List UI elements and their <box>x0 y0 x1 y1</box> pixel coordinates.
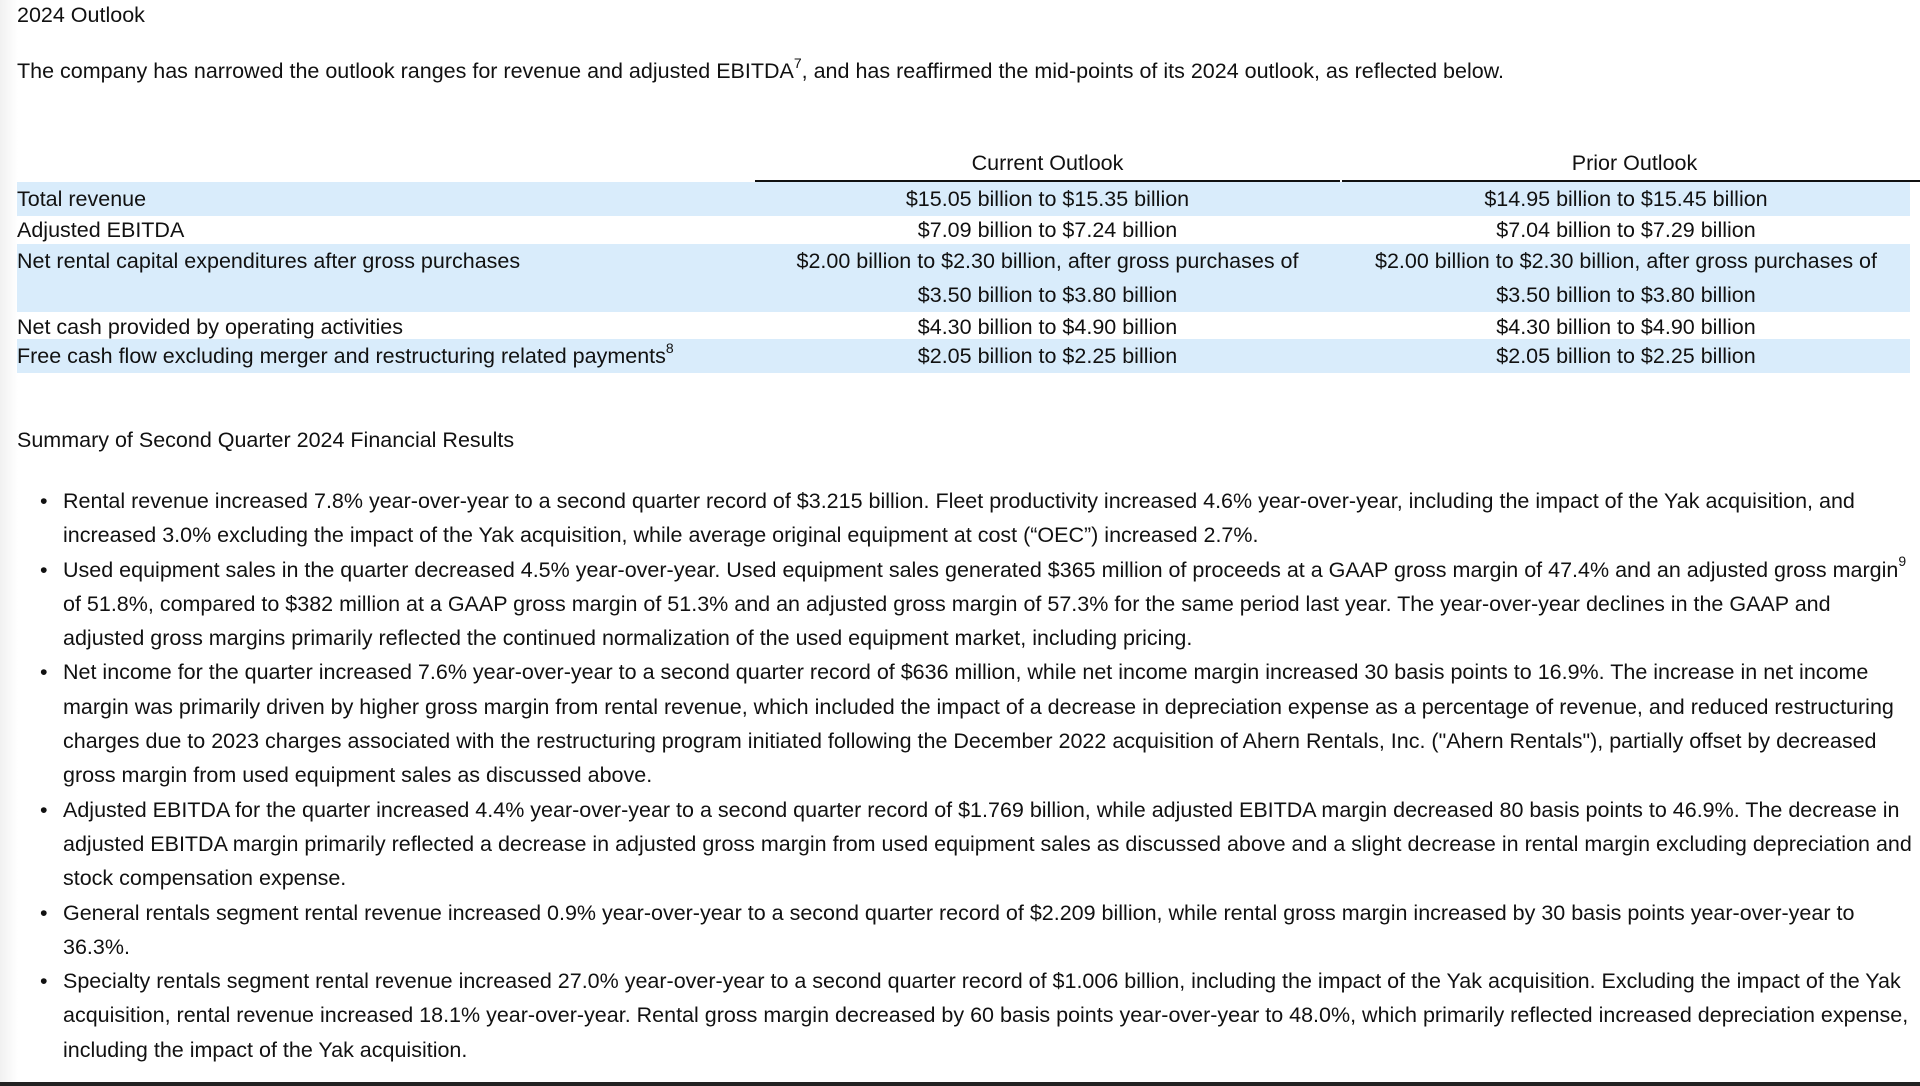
row-label-text: Free cash flow excluding merger and restructuring related payments <box>17 344 666 368</box>
list-item-text: General rentals segment rental revenue increased 0.9% year-over-year to a second quarter record of $2.209 billion, while rental gross margin increased by 30 basis points year-over-year to 36.3%. <box>63 900 1855 959</box>
outlook-heading: 2024 Outlook <box>17 3 145 27</box>
current-outlook-value-line2: $3.50 billion to $3.80 billion <box>917 283 1178 307</box>
bottom-divider <box>0 1082 1920 1086</box>
list-item-text: Adjusted EBITDA for the quarter increased 4.4% year-over-year to a second quarter record of $1.769 billion, while adjusted EBITDA margin decreased 80 basis points to 46.9%. The decrease in adjusted EBITDA margin primarily reflected a decrease in adjusted gross margin from used equipment sales as discussed above and a slight decrease in rental margin excluding depreciation and stock compensation expense. <box>63 797 1912 891</box>
list-item-net-income <box>0 655 1920 792</box>
list-item-adjusted-ebitda <box>0 793 1920 896</box>
current-outlook-value: $7.09 billion to $7.24 billion <box>917 218 1178 242</box>
bullet-icon: • <box>40 900 48 925</box>
current-outlook-value: $2.05 billion to $2.25 billion <box>917 344 1178 368</box>
footnote-ref-7: 7 <box>793 54 802 71</box>
table-row-adjusted-ebitda <box>17 216 1910 244</box>
column-header-prior-outlook: Prior Outlook <box>1342 148 1920 182</box>
summary-heading: Summary of Second Quarter 2024 Financial Results <box>17 428 515 452</box>
current-outlook-value: $15.05 billion to $15.35 billion <box>905 187 1190 211</box>
column-header-current-outlook: Current Outlook <box>755 148 1340 182</box>
bullet-icon: • <box>40 797 48 822</box>
table-row-free-cash-flow <box>17 339 1910 373</box>
row-label: Adjusted EBITDA <box>17 218 185 242</box>
prior-outlook-value: $4.30 billion to $4.90 billion <box>1496 315 1756 339</box>
row-label: Net rental capital expenditures after gross purchases <box>17 249 521 273</box>
outlook-intro-text: The company has narrowed the outlook ranges for revenue and adjusted EBITDA <box>17 59 794 83</box>
prior-outlook-value-line2: $3.50 billion to $3.80 billion <box>1496 283 1756 307</box>
list-item-text-end: of 51.8%, compared to $382 million at a GAAP gross margin of 51.3% and an adjusted gross margin of 57.3% for the same period last year. The year-over-year declines in the GAAP and adjusted gross margins primarily reflected the continued normalization of the used equipment market, including pricing. <box>63 591 1831 651</box>
table-row-net-rental-capex <box>17 244 1910 312</box>
table-row-net-cash-operating <box>17 312 1910 339</box>
row-label <box>17 339 674 373</box>
list-item-rental-revenue <box>0 484 1920 553</box>
list-item-text: Specialty rentals segment rental revenue increased 27.0% year-over-year to a second quarter record of $1.006 billion, including the impact of the Yak acquisition. Excluding the impact of the Yak acquisition, rental revenue increased 18.1% year-over-year. Rental gross margin decreased by 60 basis points year-over-year to 48.0%, which primarily reflected increased depreciation expense, including the impact of the Yak acquisition. <box>63 969 1909 1062</box>
list-item-specialty-rentals <box>0 964 1920 1067</box>
bullet-icon: • <box>40 660 48 685</box>
table-header-row <box>17 148 1910 182</box>
list-item-text: Rental revenue increased 7.8% year-over-year to a second quarter record of $3.215 billion. Fleet productivity increased 4.6% year-over-year, including the impact of the Yak acquisition, and increased 3.0% excluding the impact of the Yak acquisition, while average original equipment at cost (“OEC”) increased 2.7%. <box>63 489 1855 548</box>
current-outlook-value-line1: $2.00 billion to $2.30 billion, after gross purchases of <box>796 249 1299 273</box>
row-label: Net cash provided by operating activities <box>17 315 404 339</box>
list-item-text: Net income for the quarter increased 7.6% year-over-year to a second quarter record of $636 million, while net income margin increased 30 basis points to 16.9%. The increase in net income margin was primarily driven by higher gross margin from rental revenue, which included the impact of a decrease in depreciation expense as a percentage of revenue, and reduced restructuring charges due to 2023 charges associated with the restructuring program initiated following the December 2022 acquisition of Ahern Rentals, Inc. ("Ahern Rentals"), partially offset by decreased gross margin from used equipment sales as discussed above. <box>63 660 1894 788</box>
list-item-general-rentals <box>0 896 1920 965</box>
prior-outlook-value: $2.05 billion to $2.25 billion <box>1496 344 1756 368</box>
prior-outlook-value: $7.04 billion to $7.29 billion <box>1496 218 1756 242</box>
summary-bullet-list <box>0 484 1920 1067</box>
prior-outlook-value-line1: $2.00 billion to $2.30 billion, after gross purchases of <box>1375 249 1877 273</box>
footnote-ref-9: 9 <box>1898 553 1907 570</box>
bullet-icon: • <box>40 489 48 513</box>
outlook-intro <box>17 56 1504 86</box>
bullet-icon: • <box>40 969 48 994</box>
prior-outlook-value: $14.95 billion to $15.45 billion <box>1484 187 1768 211</box>
footnote-ref-8: 8 <box>665 339 674 356</box>
current-outlook-value: $4.30 billion to $4.90 billion <box>917 315 1178 339</box>
list-item-text: Used equipment sales in the quarter decreased 4.5% year-over-year. Used equipment sales generated $365 million of proceeds at a GAAP gross margin of 47.4% and an adjusted gross margin <box>63 557 1899 582</box>
list-item-used-equipment-sales <box>0 553 1920 656</box>
outlook-table <box>17 148 1910 373</box>
bullet-icon: • <box>40 557 48 582</box>
outlook-intro-text-end: , and has reaffirmed the mid-points of its 2024 outlook, as reflected below. <box>801 59 1504 83</box>
row-label: Total revenue <box>17 187 147 211</box>
table-row-total-revenue <box>17 182 1910 216</box>
